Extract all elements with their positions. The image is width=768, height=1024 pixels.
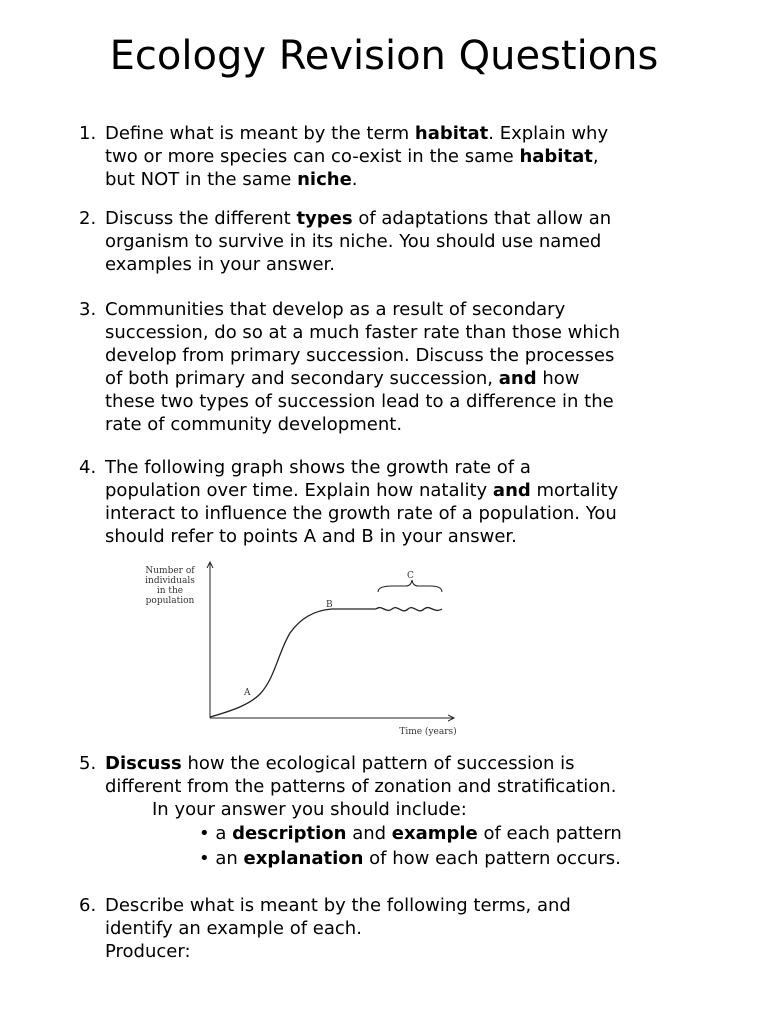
- question-text: [105, 298, 719, 436]
- bold-term: explanation: [243, 848, 364, 869]
- text-run: how: [536, 368, 580, 389]
- growth-curve: [210, 609, 376, 717]
- brace-c: [378, 580, 442, 592]
- graph-svg: [140, 558, 470, 743]
- text-run: of both primary and secondary succession,: [105, 368, 499, 389]
- point-b-label: B: [326, 600, 333, 610]
- bold-term: habitat: [414, 123, 489, 144]
- question-line: [105, 230, 719, 253]
- y-axis-label-line: individuals: [145, 576, 195, 586]
- population-growth-graph: [140, 558, 470, 743]
- bullet-item: [199, 821, 719, 846]
- text-run: • a: [199, 823, 233, 844]
- bold-term: description: [232, 823, 347, 844]
- bold-term: types: [296, 208, 353, 229]
- text-run: . Explain why: [488, 123, 609, 144]
- point-a-label: A: [244, 688, 251, 698]
- page-title: Ecology Revision Questions: [109, 33, 659, 79]
- text-run: of adaptations that allow an: [352, 208, 612, 229]
- include-line: In your answer you should include:: [152, 799, 467, 820]
- question-line: [105, 321, 719, 344]
- text-run: Define what is meant by the term: [105, 123, 415, 144]
- bold-term: and: [492, 480, 531, 501]
- text-run: mortality: [530, 480, 619, 501]
- question-line: [105, 207, 719, 230]
- bold-term: niche: [297, 169, 352, 190]
- question-4: [79, 456, 719, 548]
- question-line: [105, 298, 719, 321]
- text-run: and: [346, 823, 392, 844]
- text-run: The following graph shows the growth rate of a: [105, 457, 531, 478]
- text-run: ,: [592, 146, 599, 167]
- question-text: [105, 122, 719, 191]
- question-number: 1.: [79, 123, 97, 144]
- question-5: [79, 752, 719, 871]
- question-line: [105, 122, 719, 145]
- point-c-label: C: [407, 571, 414, 581]
- text-run: succession, do so at a much faster rate than those which: [105, 322, 621, 343]
- x-axis-label: Time (years): [399, 727, 457, 737]
- y-axis-label-line: population: [145, 596, 195, 606]
- question-line: [105, 752, 719, 775]
- text-run: two or more species can co-exist in the same: [105, 146, 520, 167]
- text-run: how the ecological pattern of succession is: [181, 753, 575, 774]
- question-line: [105, 253, 719, 276]
- question-line: [105, 775, 719, 798]
- question-line: [105, 145, 719, 168]
- text-run: of how each pattern occurs.: [363, 848, 621, 869]
- question-1: [79, 122, 719, 191]
- text-run: • an: [199, 848, 244, 869]
- question-number: 2.: [79, 208, 97, 229]
- text-run: interact to influence the growth rate of a population. You: [105, 503, 617, 524]
- text-run: examples in your answer.: [105, 254, 335, 275]
- y-axis-label-line: in the: [156, 586, 184, 596]
- question-text: [105, 207, 719, 276]
- question-text: [105, 752, 719, 798]
- text-run: population over time. Explain how natality: [105, 480, 493, 501]
- question-line: [105, 917, 719, 940]
- text-run: identify an example of each.: [105, 918, 362, 939]
- question-3: [79, 298, 719, 436]
- text-run: of each pattern: [477, 823, 622, 844]
- question-6: [79, 894, 719, 963]
- bullet-list: [105, 821, 719, 871]
- question-line: [105, 413, 719, 436]
- question-line: [105, 894, 719, 917]
- oscillation-curve: [376, 608, 442, 611]
- question-line: [105, 479, 719, 502]
- question-number: 5.: [79, 753, 97, 774]
- question-number: 6.: [79, 895, 97, 916]
- text-run: Communities that develop as a result of secondary: [105, 299, 566, 320]
- text-run: organism to survive in its niche. You should use named: [105, 231, 602, 252]
- question-number: 4.: [79, 457, 97, 478]
- question-line: [105, 390, 719, 413]
- bold-term: Discuss: [105, 753, 182, 774]
- question-line: [105, 168, 719, 191]
- question-line: [105, 502, 719, 525]
- text-run: different from the patterns of zonation and stratification.: [105, 776, 617, 797]
- bold-term: habitat: [519, 146, 593, 167]
- question-text: [105, 894, 719, 963]
- bold-term: and: [498, 368, 537, 389]
- question-2: [79, 207, 719, 276]
- text-run: Producer:: [105, 941, 191, 962]
- text-run: these two types of succession lead to a difference in the: [105, 391, 614, 412]
- question-subtext: [105, 798, 719, 821]
- text-run: develop from primary succession. Discuss the processes: [105, 345, 615, 366]
- text-run: but NOT in the same: [105, 169, 298, 190]
- text-run: .: [351, 169, 358, 190]
- question-text: [105, 456, 719, 548]
- bold-term: example: [391, 823, 478, 844]
- bullet-item: [199, 846, 719, 871]
- question-line: [105, 367, 719, 390]
- y-axis-label-line: Number of: [145, 566, 195, 576]
- question-line: [105, 940, 719, 963]
- text-run: Describe what is meant by the following terms, and: [105, 895, 571, 916]
- question-number: 3.: [79, 299, 97, 320]
- question-line: [105, 344, 719, 367]
- text-run: rate of community development.: [105, 414, 403, 435]
- text-run: should refer to points A and B in your answer.: [105, 526, 517, 547]
- question-line: [105, 456, 719, 479]
- text-run: Discuss the different: [105, 208, 297, 229]
- question-line: [105, 525, 719, 548]
